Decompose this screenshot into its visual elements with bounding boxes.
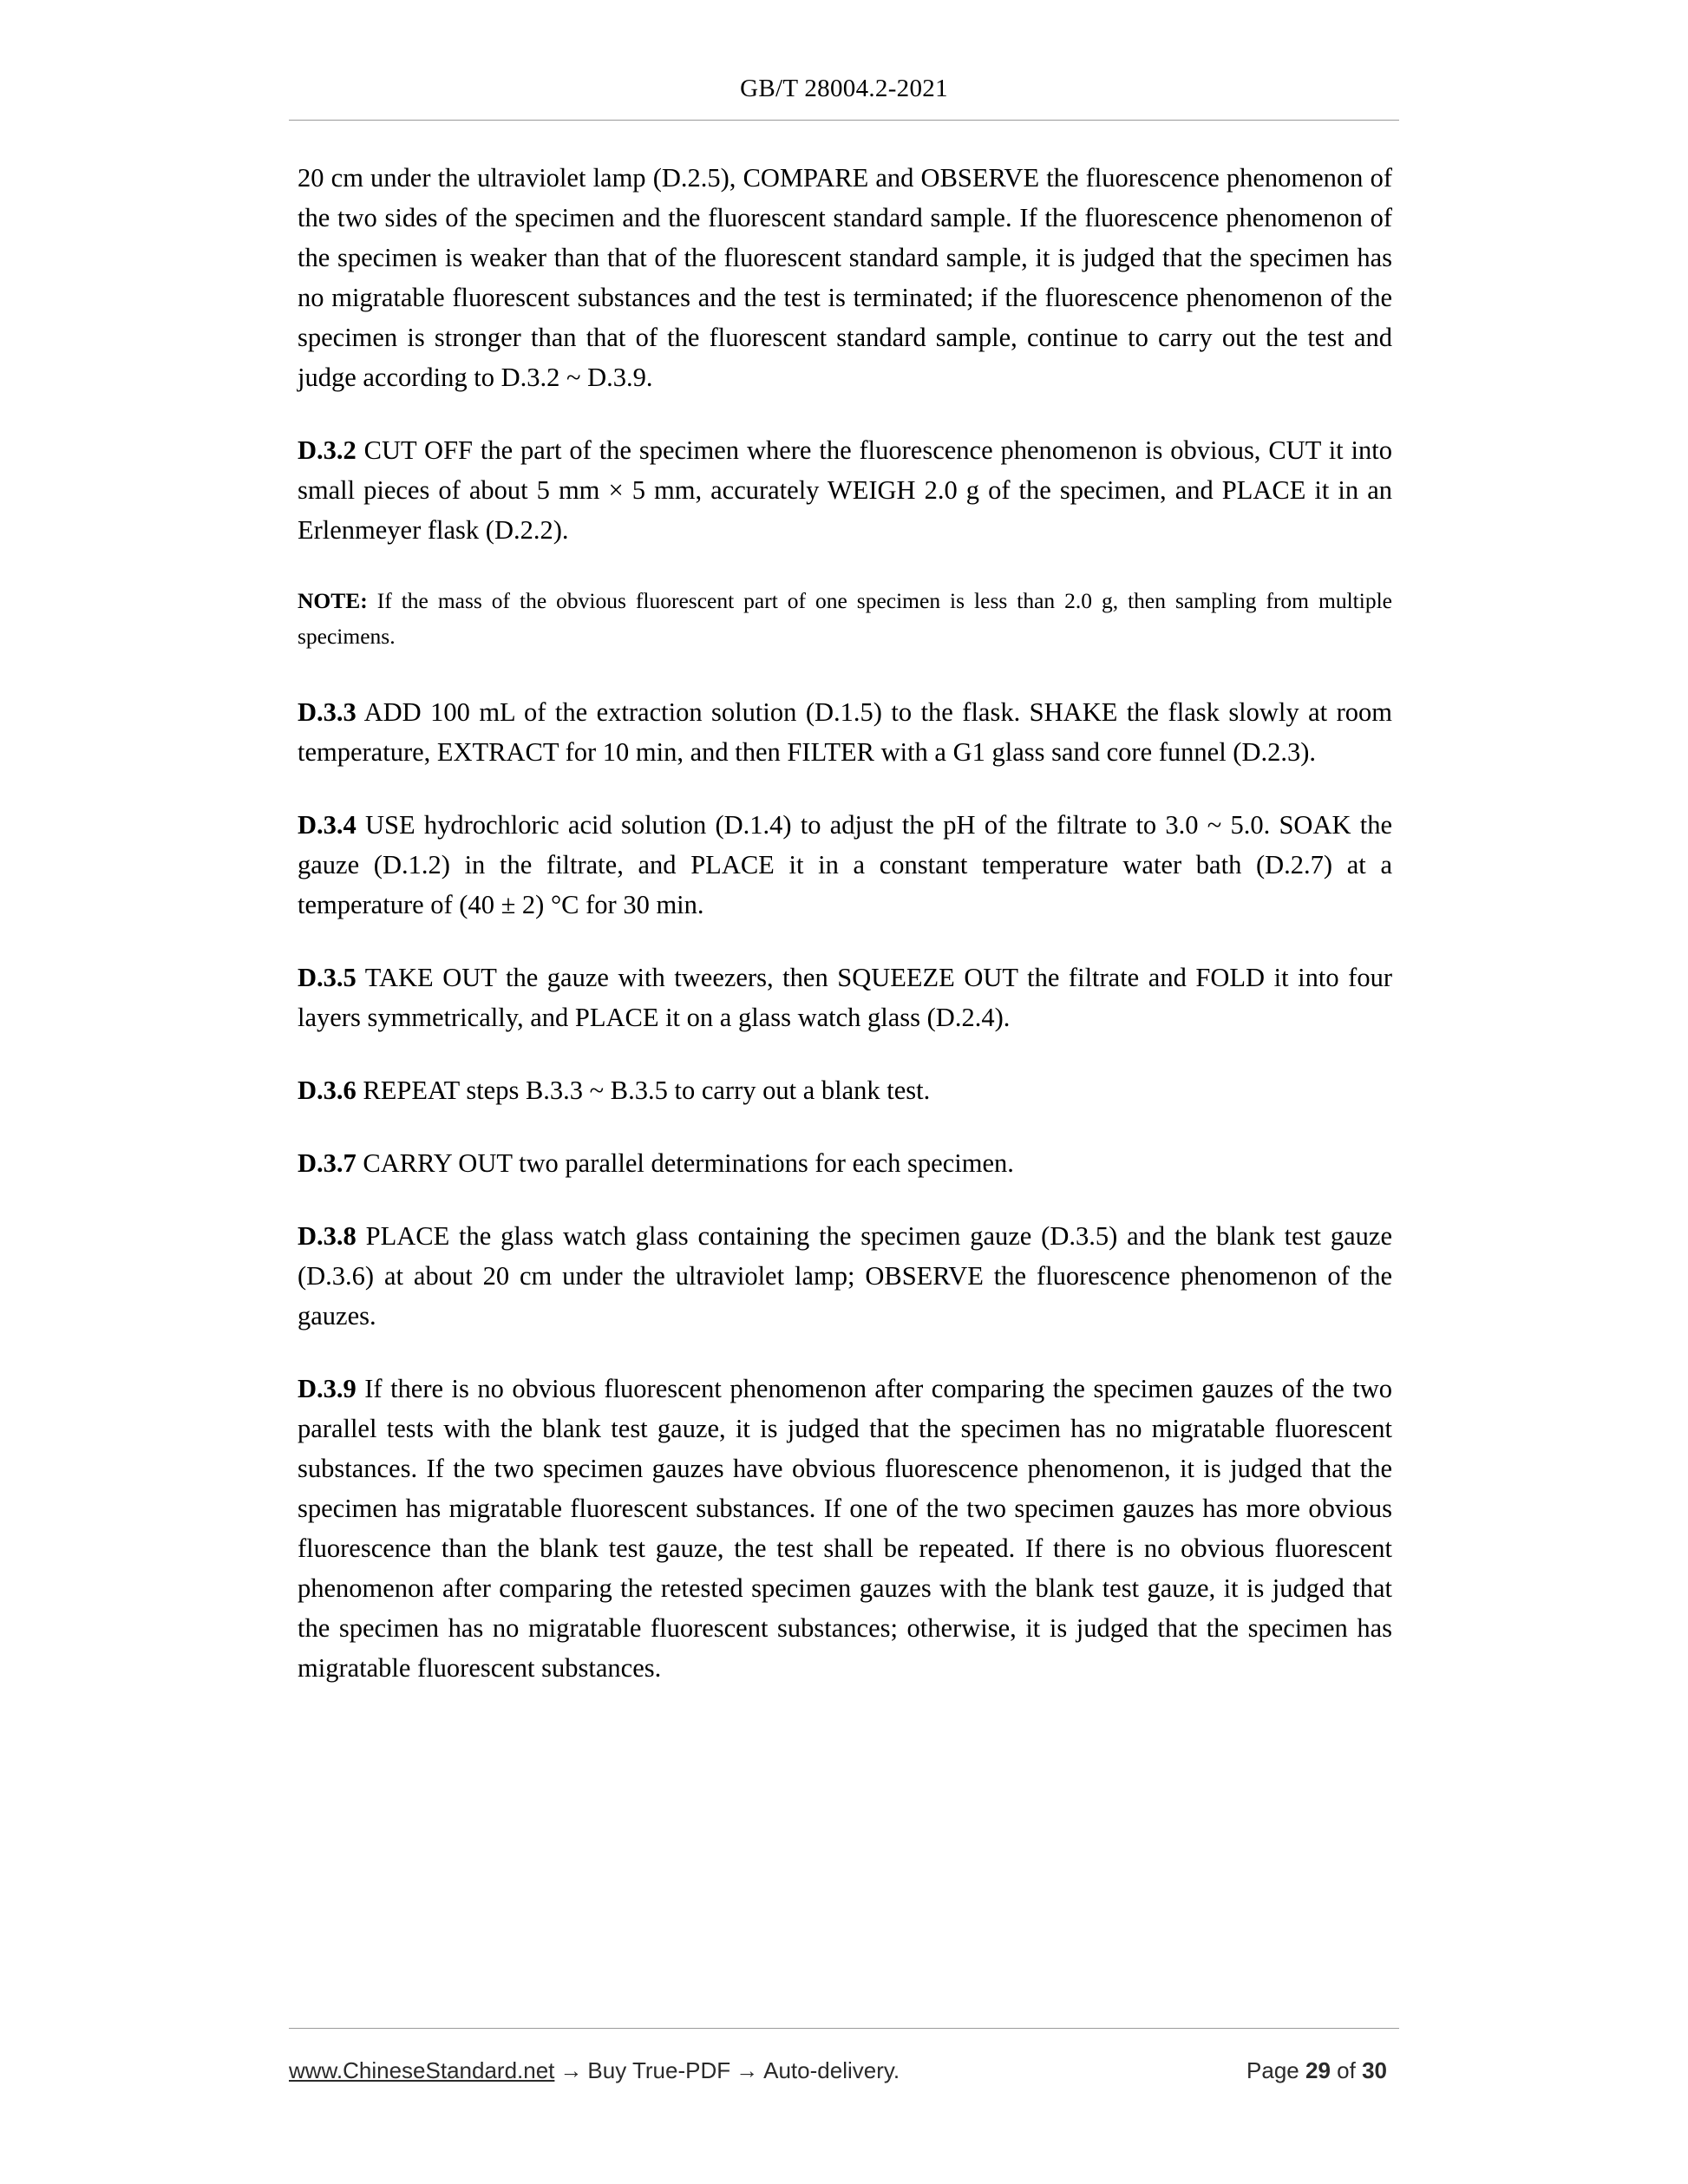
clause-label-d33: D.3.3 — [298, 697, 357, 727]
chinesestandard-link[interactable]: www.ChineseStandard.net — [289, 2057, 555, 2083]
paragraph-text: TAKE OUT the gauze with tweezers, then SQUEEZE OUT the filtrate and FOLD it into four layers symmetrically, and PLACE it on a glass watch glass (D.2.4). — [298, 963, 1392, 1032]
clause-label-d35: D.3.5 — [298, 963, 357, 992]
paragraph-text: ADD 100 mL of the extraction solution (D.1.5) to the flask. SHAKE the flask slowly at room temperature, EXTRACT for 10 min, and then FILTER with a G1 glass sand core funnel (D.2.3). — [298, 697, 1392, 767]
clause-label-d39: D.3.9 — [298, 1374, 357, 1403]
paragraph-intro — [298, 158, 1392, 397]
paragraph-d38 — [298, 1216, 1392, 1336]
arrow-icon: → — [559, 2057, 583, 2083]
buy-true-pdf-text: Buy True-PDF — [587, 2057, 731, 2083]
page-header — [0, 75, 1688, 103]
paragraph-d36 — [298, 1070, 1392, 1110]
footer-promo — [289, 2057, 900, 2084]
document-body — [298, 158, 1392, 1721]
clause-label-d37: D.3.7 — [298, 1148, 357, 1178]
standard-number: GB/T 28004.2-2021 — [740, 75, 948, 102]
paragraph-d34 — [298, 805, 1392, 925]
arrow-icon: → — [736, 2057, 759, 2083]
paragraph-text: CARRY OUT two parallel determinations for each specimen. — [356, 1148, 1014, 1178]
page-footer — [289, 2057, 1399, 2084]
paragraph-text: USE hydrochloric acid solution (D.1.4) to adjust the pH of the filtrate to 3.0 ~ 5.0. SOAK the gauze (D.1.2) in the filtrate, and PLACE it in a constant temperature water bath (D.2.7) at a temperature of (40 ± 2) °C for 30 min. — [298, 810, 1392, 919]
clause-label-d36: D.3.6 — [298, 1076, 357, 1105]
page-number: 29 — [1305, 2057, 1331, 2083]
paragraph-text: PLACE the glass watch glass containing the specimen gauze (D.3.5) and the blank test gauze (D.3.6) at about 20 cm under the ultraviolet lamp; OBSERVE the fluorescence phenomenon of the gauzes. — [298, 1221, 1392, 1331]
footer-divider — [289, 2028, 1399, 2029]
paragraph-d33 — [298, 692, 1392, 772]
clause-label-d38: D.3.8 — [298, 1221, 357, 1251]
total-pages: 30 — [1362, 2057, 1387, 2083]
paragraph-text: 20 cm under the ultraviolet lamp (D.2.5), COMPARE and OBSERVE the fluorescence phenomenon of the two sides of the specimen and the fluorescent standard sample. If the fluorescence phenomenon of the specimen is weaker than that of the fluorescent standard sample, it is judged that the specimen has no migratable fluorescent substances and the test is terminated; if the fluorescence phenomenon of the specimen is stronger than that of the fluorescent standard sample, continue to carry out the test and judge according to D.3.2 ~ D.3.9. — [298, 163, 1392, 392]
paragraph-d35 — [298, 958, 1392, 1037]
of-word: of — [1337, 2057, 1356, 2083]
note-text: If the mass of the obvious fluorescent part of one specimen is less than 2.0 g, then sampling from multiple specimens. — [298, 588, 1392, 649]
paragraph-note — [298, 583, 1392, 654]
page-indicator — [1246, 2057, 1399, 2084]
auto-delivery-text: Auto-delivery. — [763, 2057, 900, 2083]
paragraph-d37 — [298, 1143, 1392, 1183]
clause-label-d34: D.3.4 — [298, 810, 357, 840]
clause-label-d32: D.3.2 — [298, 435, 357, 465]
header-divider — [289, 120, 1399, 121]
note-label: NOTE: — [298, 588, 368, 613]
paragraph-text: CUT OFF the part of the specimen where the fluorescence phenomenon is obvious, CUT it into small pieces of about 5 mm × 5 mm, accurately WEIGH 2.0 g of the specimen, and PLACE it in an Erlenmeyer flask (D.2.2). — [298, 435, 1392, 545]
paragraph-d39 — [298, 1369, 1392, 1688]
page-word: Page — [1246, 2057, 1299, 2083]
paragraph-text: REPEAT steps B.3.3 ~ B.3.5 to carry out a blank test. — [356, 1076, 931, 1105]
paragraph-d32 — [298, 430, 1392, 550]
paragraph-text: If there is no obvious fluorescent phenomenon after comparing the specimen gauzes of the two parallel tests with the blank test gauze, it is judged that the specimen has no migratable fluorescent substances. If the two specimen gauzes have obvious fluorescence phenomenon, it is judged that the specimen has migratable fluorescent substances. If one of the two specimen gauzes has more obvious fluorescence than the blank test gauze, the test shall be repeated. If there is no obvious fluorescent phenomenon after comparing the retested specimen gauzes with the blank test gauze, it is judged that the specimen has no migratable fluorescent substances; otherwise, it is judged that the specimen has migratable fluorescent substances. — [298, 1374, 1392, 1683]
